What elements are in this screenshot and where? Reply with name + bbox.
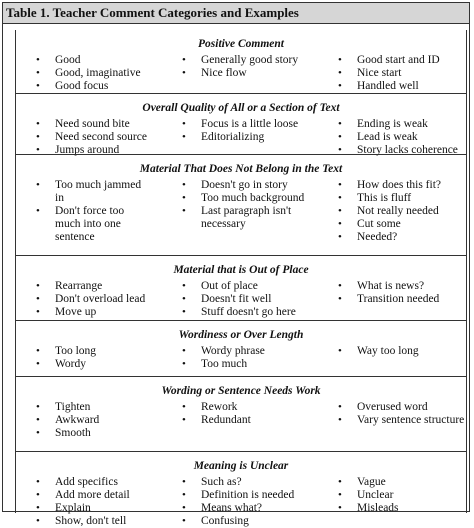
- category-section: [16, 30, 466, 93]
- example-comment: • Stuff doesn't go here: [182, 306, 296, 319]
- example-comment: • Means what?: [182, 502, 294, 515]
- example-comment: • Nice start: [338, 67, 440, 80]
- example-comment: • Too much background: [182, 192, 304, 205]
- example-column: [36, 118, 147, 157]
- category-section: [16, 320, 466, 376]
- example-comment: • Need sound bite: [36, 118, 147, 131]
- example-comment: • This is fluff: [338, 192, 441, 205]
- category-heading: Wordiness or Over Length: [178, 329, 304, 341]
- example-comment: • Awkward: [36, 414, 99, 427]
- example-comment: • Wordy phrase: [182, 345, 265, 358]
- category-heading: Material That Does Not Belong in the Text: [139, 163, 343, 175]
- example-comment: • Smooth: [36, 427, 99, 440]
- example-comment: • Doesn't go in story: [182, 179, 304, 192]
- example-column: [338, 118, 458, 157]
- example-column: [338, 179, 441, 244]
- example-comment: • Too long: [36, 345, 96, 358]
- example-comment: • Explain: [36, 502, 130, 515]
- example-comment: • Good focus: [36, 80, 141, 93]
- example-comment: • Lead is weak: [338, 131, 458, 144]
- table-body: [15, 30, 467, 527]
- category-heading: Meaning is Unclear: [193, 460, 289, 472]
- example-comment: • Last paragraph isn't: [182, 205, 304, 218]
- category-heading: Overall Quality of All or a Section of Text: [142, 102, 340, 114]
- example-comment: • Overused word: [338, 401, 464, 414]
- example-comment: • Redundant: [182, 414, 251, 427]
- example-column: [36, 179, 141, 244]
- comment-categories-table: [2, 2, 470, 527]
- example-comment: • Don't overload lead: [36, 293, 145, 306]
- example-comment: much into one: [55, 218, 121, 230]
- example-column: [36, 401, 99, 440]
- example-comment: • Transition needed: [338, 293, 439, 306]
- example-column: [36, 345, 96, 371]
- example-comment: in: [55, 192, 64, 204]
- example-comment: • Good start and ID: [338, 54, 440, 67]
- example-column: [182, 345, 265, 371]
- category-section: [16, 451, 466, 527]
- example-comment: • Generally good story: [182, 54, 298, 67]
- example-comment: • Need second source: [36, 131, 147, 144]
- example-comment: • Story lacks coherence: [338, 144, 458, 157]
- example-comment: • Show, don't tell: [36, 515, 130, 528]
- example-comment: • Needed?: [338, 231, 441, 244]
- category-section: [16, 255, 466, 320]
- example-comment: • Ending is weak: [338, 118, 458, 131]
- example-comment: • Rearrange: [36, 280, 145, 293]
- example-column: [182, 118, 298, 144]
- example-comment: • Don't force too: [36, 205, 141, 218]
- example-column: [338, 476, 399, 515]
- example-column: [338, 345, 419, 358]
- example-comment: • Doesn't fit well: [182, 293, 296, 306]
- example-column: [36, 280, 145, 319]
- example-column: [182, 179, 304, 231]
- example-comment: • Wordy: [36, 358, 96, 371]
- example-comment: • Out of place: [182, 280, 296, 293]
- example-comment: • Add specifics: [36, 476, 130, 489]
- category-heading: Material that is Out of Place: [173, 264, 309, 276]
- example-comment: • Cut some: [338, 218, 441, 231]
- example-comment: • Nice flow: [182, 67, 298, 80]
- example-comment: • Focus is a little loose: [182, 118, 298, 131]
- example-comment: • Jumps around: [36, 144, 147, 157]
- example-column: [338, 280, 439, 306]
- example-comment: • Not really needed: [338, 205, 441, 218]
- table-title: Table 1. Teacher Comment Categories and Examples: [3, 3, 469, 24]
- example-comment: • Vague: [338, 476, 399, 489]
- example-comment: • Such as?: [182, 476, 294, 489]
- example-comment: • Add more detail: [36, 489, 130, 502]
- category-section: [16, 93, 466, 154]
- example-column: [338, 54, 440, 93]
- example-comment: • Way too long: [338, 345, 419, 358]
- example-comment: • Confusing: [182, 515, 294, 528]
- example-column: [338, 401, 464, 427]
- example-comment: • Tighten: [36, 401, 99, 414]
- example-comment: • Unclear: [338, 489, 399, 502]
- example-column: [36, 476, 130, 528]
- example-comment: • Too much jammed: [36, 179, 141, 192]
- example-comment: • What is news?: [338, 280, 439, 293]
- example-column: [182, 401, 251, 427]
- example-comment: • Rework: [182, 401, 251, 414]
- example-comment: • Editorializing: [182, 131, 298, 144]
- example-comment: sentence: [55, 231, 95, 243]
- example-comment: • Good: [36, 54, 141, 67]
- example-comment: • Vary sentence structure: [338, 414, 464, 427]
- example-column: [36, 54, 141, 93]
- example-comment: necessary: [201, 218, 246, 230]
- category-heading: Wording or Sentence Needs Work: [161, 385, 321, 397]
- example-comment: • Too much: [182, 358, 265, 371]
- example-comment: • Handled well: [338, 80, 440, 93]
- example-column: [182, 54, 298, 80]
- example-comment: • Good, imaginative: [36, 67, 141, 80]
- example-comment: • Misleads: [338, 502, 399, 515]
- example-column: [182, 476, 294, 528]
- category-section: [16, 376, 466, 451]
- example-comment: • Move up: [36, 306, 145, 319]
- category-heading: Positive Comment: [198, 38, 284, 50]
- category-section: [16, 154, 466, 255]
- example-comment: • How does this fit?: [338, 179, 441, 192]
- example-column: [182, 280, 296, 319]
- example-comment: • Definition is needed: [182, 489, 294, 502]
